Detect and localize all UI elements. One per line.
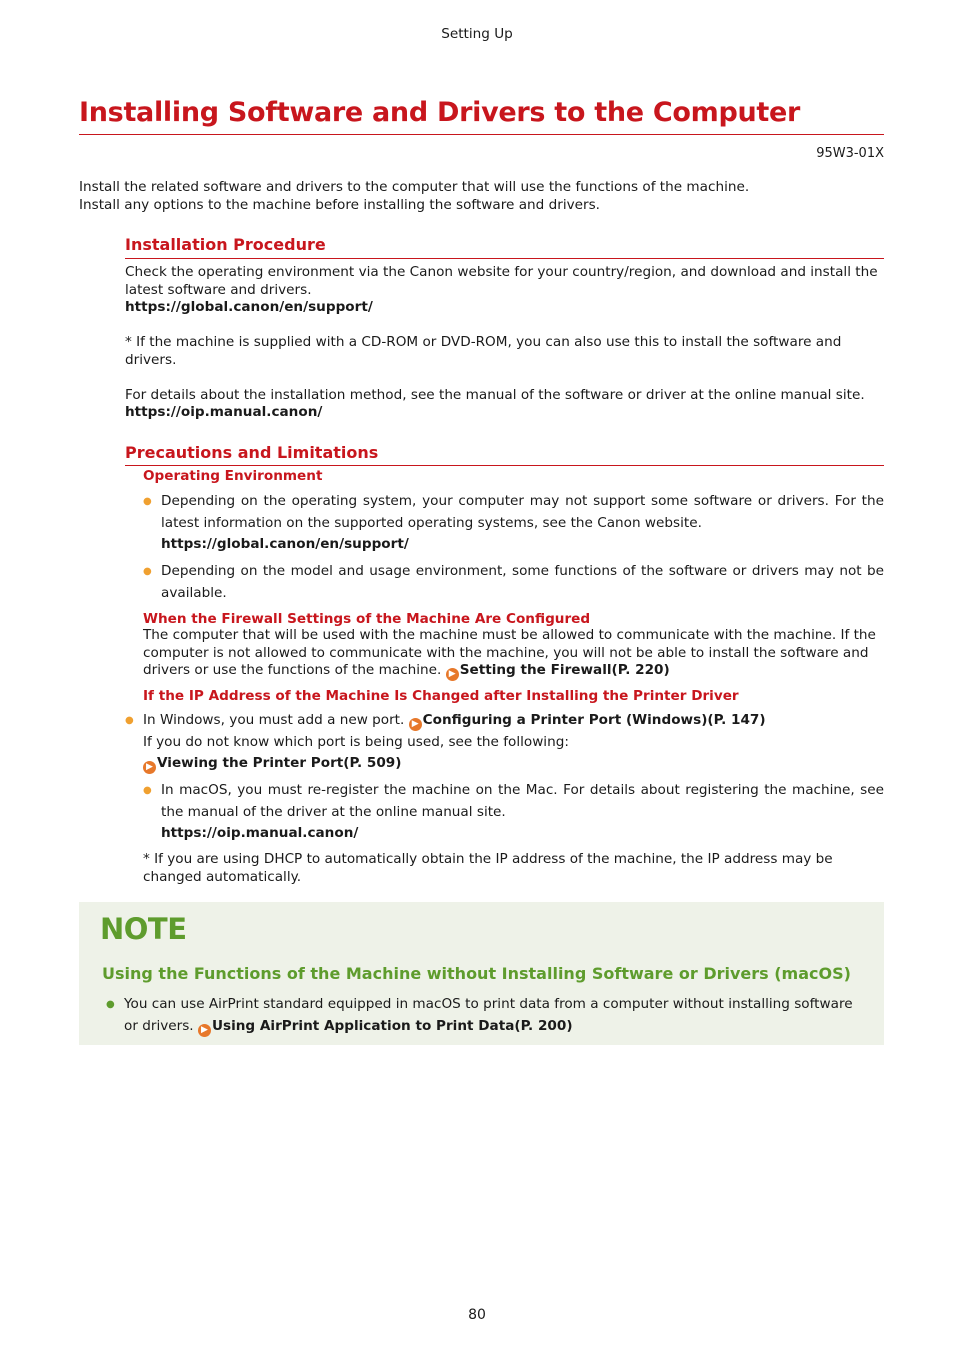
ip-bullet-2-text: In macOS, you must re-register the machine on the Mac. For details about registering the machine, see the manual of the driver at the online manual site.	[161, 782, 884, 820]
installation-paragraph-2: * If the machine is supplied with a CD-ROM or DVD-ROM, you can also use this to install the software and drivers.	[125, 334, 842, 368]
list-item	[125, 710, 884, 775]
list-item	[143, 491, 884, 556]
configuring-printer-port-link[interactable]: ▶ Configuring a Printer Port (Windows)(P. 147)	[409, 712, 766, 728]
running-header: Setting Up	[441, 26, 513, 42]
arrow-right-icon: ▶	[143, 761, 156, 774]
setting-firewall-link[interactable]: ▶ Setting the Firewall(P. 220)	[446, 662, 670, 678]
installation-paragraph-1: Check the operating environment via the Canon website for your country/region, and download and install the latest software and drivers.	[125, 264, 878, 298]
ip-address-heading: If the IP Address of the Machine Is Changed after Installing the Printer Driver	[143, 688, 739, 704]
arrow-right-icon: ▶	[198, 1024, 211, 1037]
env-bullet-2-text: Depending on the model and usage environment, some functions of the software or drivers may not be available.	[161, 563, 884, 601]
ip-bullet-1-subtext: If you do not know which port is being used, see the following:	[143, 733, 569, 750]
page-title: Installing Software and Drivers to the Computer	[79, 97, 801, 128]
ip-bullet-1-text: In Windows, you must add a new port.	[143, 712, 405, 728]
bullet-icon: ●	[125, 715, 134, 726]
precautions-heading: Precautions and Limitations	[125, 443, 379, 462]
arrow-right-icon: ▶	[446, 668, 459, 681]
page-number: 80	[468, 1307, 486, 1323]
intro-text	[79, 179, 884, 214]
firewall-heading: When the Firewall Settings of the Machine Are Configured	[143, 611, 591, 627]
viewing-printer-port-link[interactable]: ▶ Viewing the Printer Port(P. 509)	[143, 755, 401, 771]
note-box	[79, 902, 884, 1045]
installation-divider	[125, 258, 884, 259]
dhcp-note: * If you are using DHCP to automatically obtain the IP address of the machine, the IP address may be changed automatically.	[143, 851, 833, 885]
note-text: You can use AirPrint standard equipped in macOS to print data from a computer without installing software or drivers.	[124, 996, 853, 1034]
firewall-text: The computer that will be used with the machine must be allowed to communicate with the machine. If the computer is not allowed to communicate with the machine, you will not be able to install the software and drivers or use the functions of the machine.	[143, 627, 876, 678]
list-item	[143, 780, 884, 845]
bullet-icon: ●	[106, 999, 115, 1010]
installation-heading: Installation Procedure	[125, 235, 326, 254]
list-item	[143, 561, 884, 604]
online-manual-link[interactable]: https://oip.manual.canon/	[125, 404, 323, 420]
note-heading: Using the Functions of the Machine without Installing Software or Drivers (macOS)	[102, 964, 851, 983]
note-label: NOTE	[100, 912, 187, 946]
bullet-icon: ●	[143, 496, 152, 507]
intro-line-2: Install any options to the machine before installing the software and drivers.	[79, 196, 600, 213]
env-bullet-1-text: Depending on the operating system, your computer may not support some software or drivers. For the latest information on the supported operating systems, see the Canon website.	[161, 493, 884, 531]
firewall-paragraph	[143, 627, 884, 681]
canon-support-link-2[interactable]: https://global.canon/en/support/	[161, 536, 409, 552]
title-divider	[79, 134, 884, 135]
bullet-icon: ●	[143, 785, 152, 796]
document-id: 95W3-01X	[816, 146, 884, 161]
operating-environment-heading: Operating Environment	[143, 468, 323, 484]
precautions-divider	[125, 465, 884, 466]
canon-support-link[interactable]: https://global.canon/en/support/	[125, 299, 373, 315]
installation-paragraph-3: For details about the installation method, see the manual of the software or driver at the online manual site.	[125, 387, 865, 403]
list-item	[106, 994, 856, 1037]
online-manual-link-2[interactable]: https://oip.manual.canon/	[161, 825, 359, 841]
intro-line-1: Install the related software and drivers to the computer that will use the functions of the machine.	[79, 179, 750, 195]
arrow-right-icon: ▶	[409, 718, 422, 731]
airprint-link[interactable]: ▶ Using AirPrint Application to Print Data(P. 200)	[198, 1018, 573, 1034]
bullet-icon: ●	[143, 566, 152, 577]
